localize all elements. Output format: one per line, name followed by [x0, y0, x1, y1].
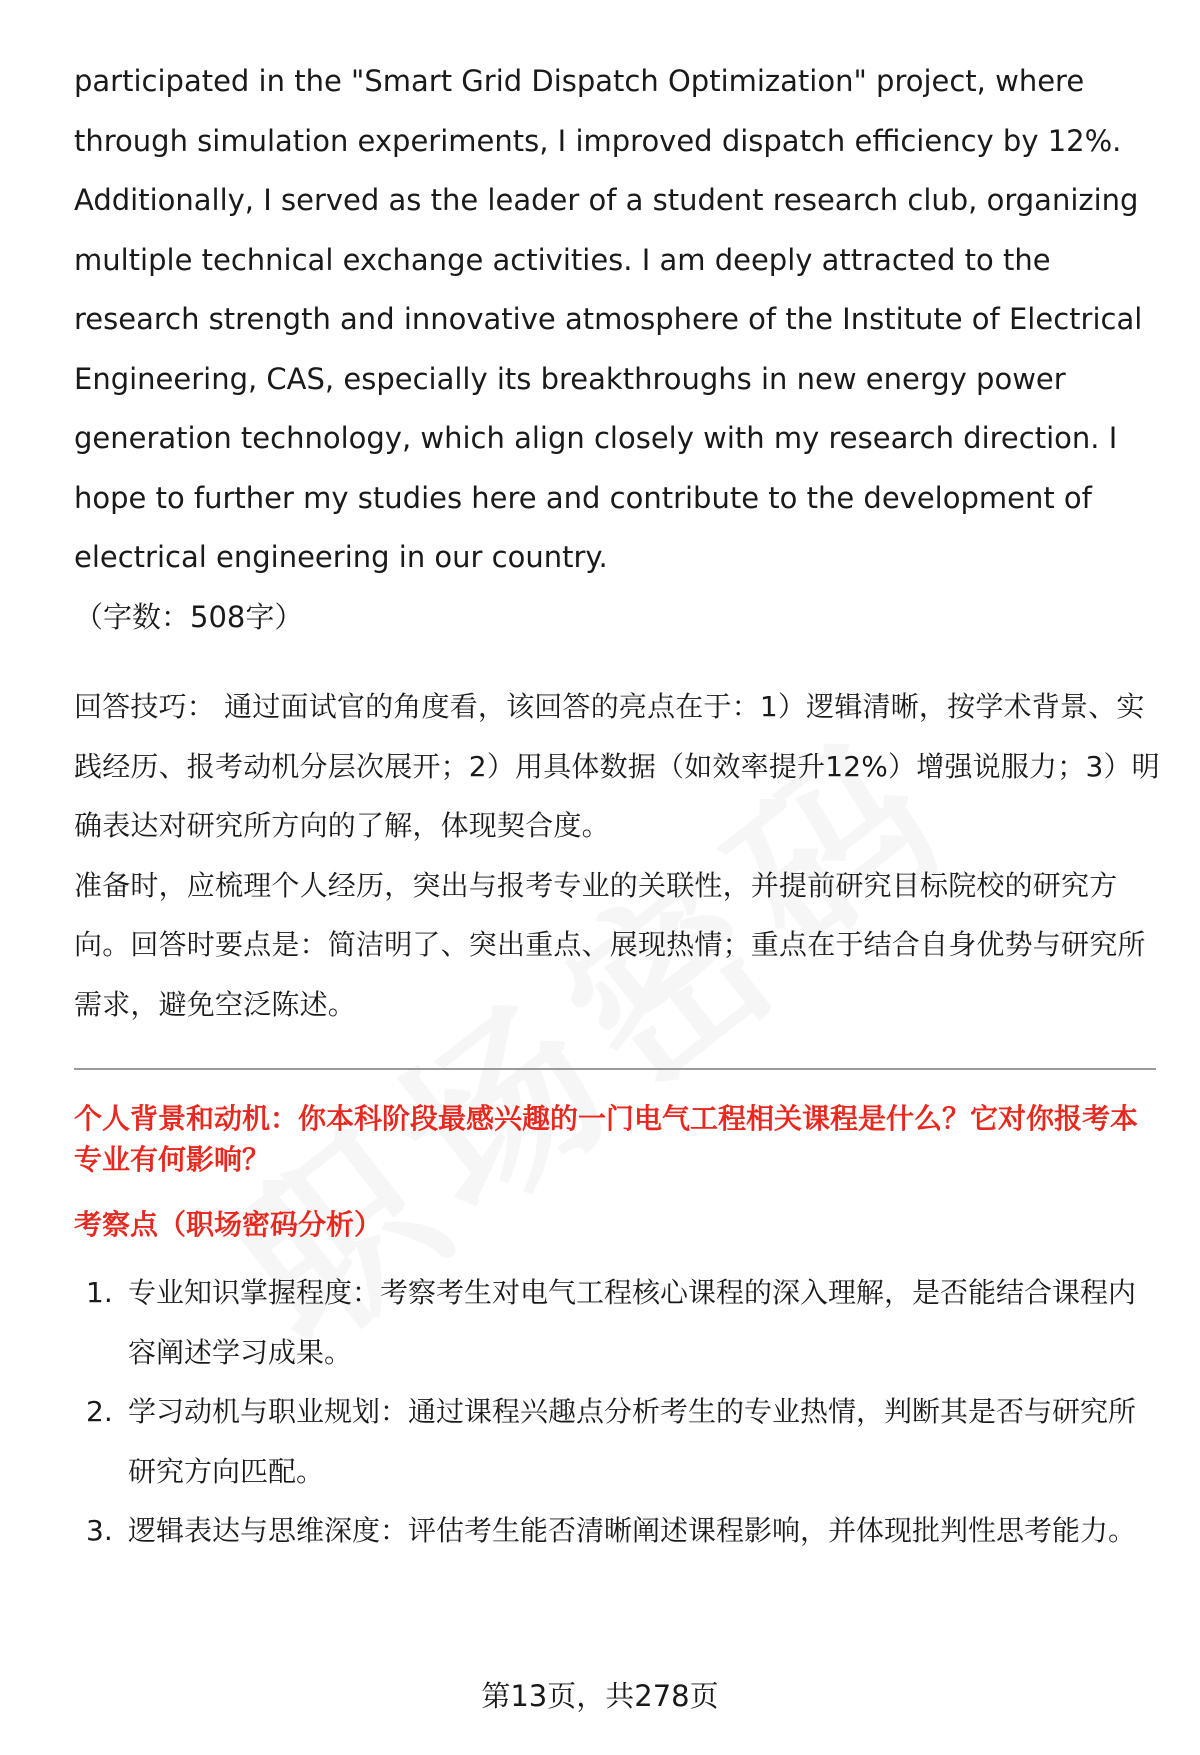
list-item-text: 学习动机与职业规划：通过课程兴趣点分析考生的专业热情，判断其是否与研究所研究方向匹配。 [128, 1395, 1137, 1488]
document-page [74, 52, 1160, 1561]
word-count: （字数：508字） [74, 599, 304, 634]
assessment-points-heading: 考察点（职场密码分析） [74, 1208, 383, 1241]
answer-paragraph: participated in the "Smart Grid Dispatch Optimization" project, where through simulation experiments, I improved dispatch efficiency by 12%. Additionally, I served as the leader of a student research club, organizing multiple technical exchange activities. I am deeply attracted to the research strength and innovative atmosphere of the Institute of Electrical Engineering, CAS, especially its breakthroughs in new energy power generation technology, which align closely with my research direction. I hope to further my studies here and contribute to the development of electrical engineering in our country. [74, 64, 1143, 574]
list-item-text: 专业知识掌握程度：考察考生对电气工程核心课程的深入理解，是否能结合课程内容阐述学习成果。 [128, 1276, 1137, 1369]
list-item [74, 1501, 1160, 1561]
assessment-points-list [74, 1263, 1160, 1561]
answer-tips-paragraph: 回答技巧： 通过面试官的角度看，该回答的亮点在于：1）逻辑清晰，按学术背景、实践经历、报考动机分层次展开；2）用具体数据（如效率提升12%）增强说服力；3）明确表达对研究所方向的了解，体现契合度。 [74, 690, 1160, 842]
page-number: 第13页，共278页 [481, 1679, 719, 1713]
list-item-number: 3. [86, 1514, 113, 1547]
preparation-tips-paragraph: 准备时，应梳理个人经历，突出与报考专业的关联性，并提前研究目标院校的研究方向。回答时要点是：简洁明了、突出重点、展现热情；重点在于结合自身优势与研究所需求，避免空泛陈述。 [74, 868, 1146, 1021]
section-divider [74, 1068, 1156, 1070]
list-item-number: 2. [86, 1395, 113, 1428]
list-item [74, 1382, 1160, 1501]
question-title: 个人背景和动机：你本科阶段最感兴趣的一门电气工程相关课程是什么？它对你报考本专业有何影响？ [74, 1102, 1139, 1176]
list-item [74, 1263, 1160, 1382]
list-item-text: 逻辑表达与思维深度：评估考生能否清晰阐述课程影响，并体现批判性思考能力。 [128, 1514, 1137, 1547]
list-item-number: 1. [86, 1276, 113, 1309]
